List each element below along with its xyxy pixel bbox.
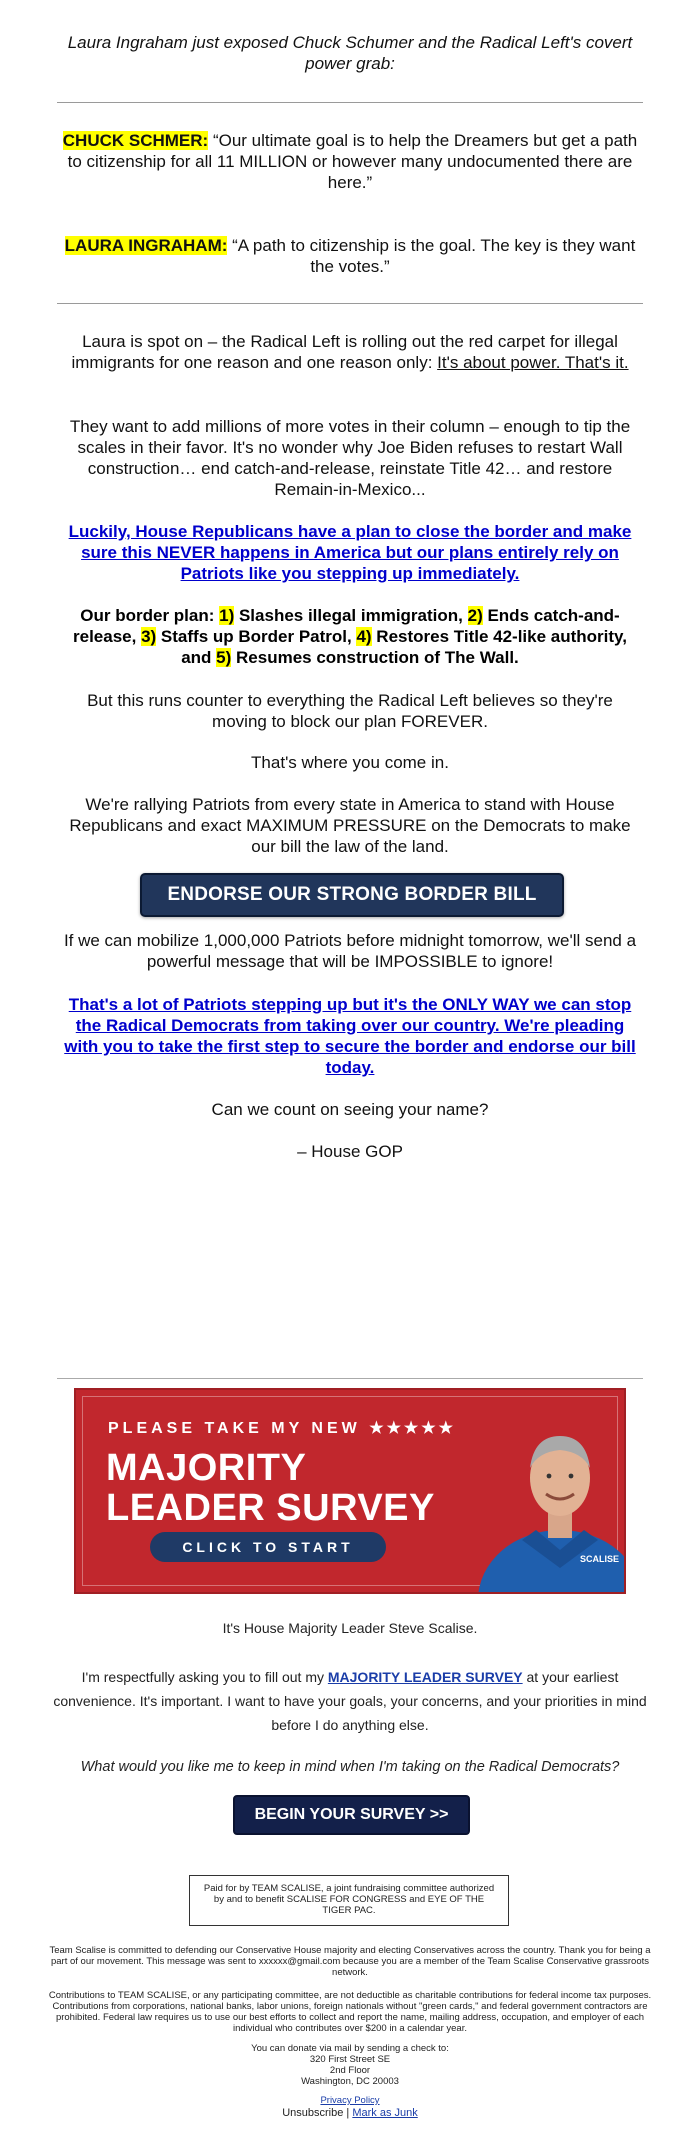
plan-item: Restores Title 42-like authority, and — [181, 627, 627, 667]
kicker-text: PLEASE TAKE MY NEW — [108, 1420, 361, 1437]
divider — [57, 303, 643, 304]
endorse-bill-button[interactable]: ENDORSE OUR STRONG BORDER BILL — [140, 873, 564, 917]
banner-headline — [106, 1448, 435, 1528]
mail-address — [48, 2043, 652, 2087]
underlined-text: It's about power. That's it. — [437, 353, 629, 372]
ask-text: I'm respectfully asking you to fill out my — [81, 1669, 328, 1685]
quote-text: “A path to citizenship is the goal. The key is they want the votes.” — [227, 236, 636, 276]
privacy-policy-link[interactable]: Privacy Policy — [320, 2095, 380, 2106]
link-separator: | — [343, 2107, 353, 2119]
footer-mission: Team Scalise is committed to defending our Conservative House majority and electing Conservatives across the country. Thank you for being a part of our movement. This message was sent to xxxxxx@gmail.com because you are a member of the Team Scalise Conservative grassroots network. — [49, 1945, 651, 1978]
footer-links — [48, 2095, 652, 2120]
headline-line: MAJORITY — [106, 1447, 307, 1489]
paragraph-mobilize: If we can mobilize 1,000,000 Patriots before midnight tomorrow, we'll send a powerful message that will be IMPOSSIBLE to ignore! — [63, 931, 637, 971]
intro-text: Laura Ingraham just exposed Chuck Schumer and the Radical Left's covert power grab: — [67, 33, 633, 73]
paid-for-box: Paid for by TEAM SCALISE, a joint fundraising committee authorized by and to benefit SCALISE FOR CONGRESS and EYE OF THE TIGER PAC. — [189, 1875, 509, 1926]
portrait-image — [464, 1390, 624, 1594]
divider — [57, 1378, 643, 1379]
pleading-link[interactable] — [58, 994, 642, 1078]
plan-item: Resumes construction of The Wall. — [231, 648, 519, 667]
paragraph-rally: We're rallying Patriots from every state in America to stand with House Republicans and exact MAXIMUM PRESSURE on the Democrats to make our bill the law of the land. — [69, 795, 631, 856]
survey-link[interactable]: MAJORITY LEADER SURVEY — [327, 1669, 523, 1685]
address-line: Washington, DC 20003 — [301, 2076, 399, 2087]
paragraph-votes: They want to add millions of more votes in their column – enough to tip the scales in their favor. It's no wonder why Joe Biden refuses to restart Wall construction… end catch-and-release, reinstate Title 42… and restore Remain-in-Mexico... — [69, 417, 631, 499]
paragraph-come-in: That's where you come in. — [251, 753, 449, 772]
paragraph-power — [58, 331, 642, 373]
speaker-label: LAURA INGRAHAM: — [64, 236, 228, 255]
shirt-logo: SCALISE — [580, 1554, 620, 1564]
paragraph-block: But this runs counter to everything the Radical Left believes so they're moving to block our plan FOREVER. — [87, 691, 613, 731]
survey-ask — [50, 1665, 650, 1737]
link-text[interactable]: Luckily, House Republicans have a plan to close the border and make sure this NEVER happens in America but our plans entirely rely on Patriots like you stepping up immediately. — [68, 522, 632, 583]
paragraph-question: Can we count on seeing your name? — [211, 1100, 489, 1119]
plan-number: 5) — [216, 648, 232, 667]
survey-banner[interactable] — [74, 1388, 626, 1594]
quote-text: “Our ultimate goal is to help the Dreamers but get a path to citizenship for all 11 MILLION or however many undocumented there are here.” — [67, 131, 638, 192]
plan-number: 4) — [356, 627, 372, 646]
quote-ingraham — [58, 235, 642, 277]
address-line: 2nd Floor — [329, 2065, 371, 2076]
ask-text: at your earliest convenience. It's important. I want to have your goals, your concerns, and your priorities in mind before I do anything else. — [53, 1669, 647, 1733]
survey-question: What would you like me to keep in mind when I'm taking on the Radical Democrats? — [80, 1759, 620, 1775]
address-line: 320 First Street SE — [309, 2054, 391, 2065]
plan-number: 3) — [141, 627, 157, 646]
plan-number: 1) — [219, 606, 235, 625]
stars-icon: ★★★★★ — [369, 1420, 456, 1437]
survey-intro: It's House Majority Leader Steve Scalise. — [222, 1620, 478, 1636]
paragraph-text: Laura is spot on – the Radical Left is rolling out the red carpet for illegal immigrants for one reason and one reason only: — [71, 332, 618, 372]
headline-line: LEADER SURVEY — [106, 1487, 435, 1529]
signature: – House GOP — [297, 1142, 403, 1161]
divider — [57, 102, 643, 103]
plan-item: Staffs up Border Patrol, — [156, 627, 357, 646]
banner-kicker — [108, 1418, 456, 1438]
begin-survey-button[interactable]: BEGIN YOUR SURVEY >> — [233, 1795, 470, 1835]
click-to-start-button[interactable]: CLICK TO START — [150, 1532, 386, 1562]
plan-link[interactable] — [58, 521, 642, 584]
mail-intro: You can donate via mail by sending a check to: — [251, 2043, 449, 2054]
footer-disclaimer: Contributions to TEAM SCALISE, or any participating committee, are not deductible as charitable contributions for federal income tax purposes. Contributions from corporations, national banks, labor unions, foreign nationals without "green cards," and federal government contractors are prohibited. Federal law requires us to use our best efforts to collect and report the name, mailing address, occupation, and employer of each individual who contributes over $200 in a calendar year. — [48, 1990, 652, 2034]
border-plan — [58, 605, 642, 668]
link-text[interactable]: That's a lot of Patriots stepping up but it's the ONLY WAY we can stop the Radical Democrats from taking over our country. We're pleading with you to take the first step to secure the border and endorse our bill today. — [64, 995, 636, 1077]
plan-item: Slashes illegal immigration, — [234, 606, 468, 625]
plan-intro: Our border plan: — [80, 606, 220, 625]
plan-item: Ends catch-and-release, — [73, 606, 620, 646]
unsubscribe-link[interactable]: Unsubscribe — [282, 2107, 344, 2119]
speaker-label: CHUCK SCHMER: — [62, 131, 209, 150]
plan-number: 2) — [467, 606, 483, 625]
mark-as-junk-link[interactable]: Mark as Junk — [352, 2107, 418, 2119]
quote-schumer — [58, 130, 642, 193]
